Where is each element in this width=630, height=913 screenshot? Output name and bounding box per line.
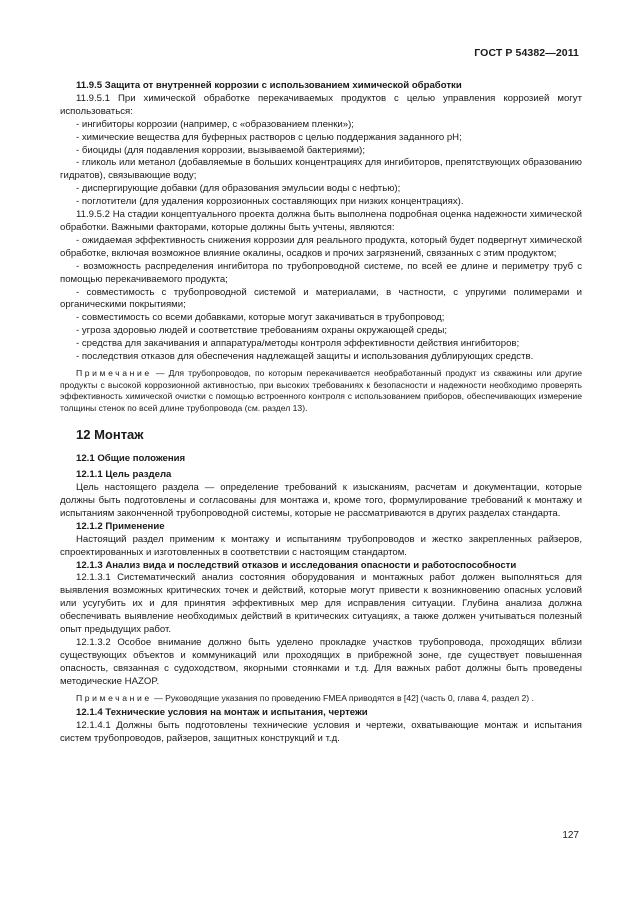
section-12-heading: 12 Монтаж [76,427,144,443]
list-item: - химические вещества для буферных растворов с целью поддержания заданного pH; [76,131,462,143]
paragraph-12-1-3-1: 12.1.3.1 Систематический анализ состояния оборудования и монтажных работ должен выполняться для выявления возможных критических точек и действий, которые могут привести к возникновению опасных условий или усугубить их и для принятия эффективных мер для исправления ситуации. Глубина анализа должна обеспечивать выявление необходимых действий в критических ситуациях, а также должен учитываться полезный опыт предыдущих работ. [60,572,582,636]
list-item: - поглотители (для удаления коррозионных составляющих при низких концентрациях). [76,196,464,208]
list-item: - биоциды (для подавления коррозии, вызываемой бактериями); [76,144,366,156]
list-item: - ожидаемая эффективность снижения коррозии для реального продукта, который будет подвергнут химической обработке, включая возможное влияние окалины, осадков и прочих загрязнений, связанных с этим продуктом; [60,234,582,259]
list-item: - угроза здоровью людей и соответствие требованиям охраны окружающей среды; [76,325,448,337]
note-text: — Для трубопроводов, по которым перекачивается необработанный продукт из скважины или другие продукты с высокой коррозионной активностью, при высоких требованиях к безопасности и надежности необходимо проверять эффективность химической очистки с помощью встроенного контроля с использованием приборов, обеспечивающих измерение толщины стенок по всей длине трубопровода (см. раздел 13). [60,367,582,413]
section-12-1-3-heading: 12.1.3 Анализ вида и последствий отказов и исследования опасности и работоспособности [76,559,517,571]
list-item: - средства для закачивания и аппаратура/методы контроля эффективности действия ингибиторов; [76,338,520,350]
section-12-1-heading: 12.1 Общие положения [76,453,186,465]
paragraph-12-1-2: Настоящий раздел применим к монтажу и испытаниям трубопроводов и жестко закрепленных райзеров, спроектированных и изготовленных в соответствии с настоящим стандартом. [60,533,582,558]
list-item: - последствия отказов для обеспечения надлежащей защиты и использования дублирующих средств. [76,351,534,363]
list-item: - ингибиторы коррозии (например, с «образованием пленки»); [76,118,354,130]
paragraph-11-9-5-1: 11.9.5.1 При химической обработке перекачиваемых продуктов с целью управления коррозией могут использоваться: [60,92,582,117]
note-label: Примечание [76,367,152,378]
paragraph-12-1-1: Цель настоящего раздела — определение требований к изысканиям, расчетам и документации, которые должны быть подготовлены и согласованы для монтажа и, кроме того, формулирование требований к монтажу и испытаниям законченной трубопроводной системы, которые не рассматриваются в других разделах стандарта. [60,482,582,519]
note-text: — Руководящие указания по проведению FMEA приводятся в [42] (часть 0, глава 4, раздел 2) . [151,692,534,703]
page-content [60,80,582,746]
note-corrosion [60,368,582,414]
note-fmea [60,693,582,705]
paragraph-12-1-4-1: 12.1.4.1 Должны быть подготовлены технические условия и чертежи, охватывающие монтаж и испытания систем трубопроводов, райзеров, защитных конструкций и т.д. [60,720,582,745]
page-number: 127 [562,830,579,841]
list-item: - совместимость с трубопроводной системой и материалами, в частности, с упругими полимерами и органическими покрытиями; [60,286,582,311]
section-12-1-2-heading: 12.1.2 Применение [76,520,165,532]
list-item: - совместимость со всеми добавками, которые могут закачиваться в трубопровод; [76,312,445,324]
list-item: - гликоль или метанол (добавляемые в больших концентрациях для ингибиторов, препятствующих образованию гидратов), связывающие воду; [60,157,582,182]
standard-code: ГОСТ Р 54382—2011 [474,47,579,59]
section-12-1-1-heading: 12.1.1 Цель раздела [76,469,172,481]
list-item: - диспергирующие добавки (для образования эмульсии воды с нефтью); [76,183,401,195]
section-11-9-5-heading: 11.9.5 Защита от внутренней коррозии с использованием химической обработки [76,80,462,91]
paragraph-11-9-5-2: 11.9.5.2 На стадии концептуального проекта должна быть выполнена подробная оценка надежности химической обработки. Важными факторами, которые должны быть учтены, являются: [60,209,582,233]
section-12-1-4-heading: 12.1.4 Технические условия на монтаж и испытания, чертежи [76,707,368,719]
note-label: Примечание [76,692,152,703]
paragraph-12-1-3-2: 12.1.3.2 Особое внимание должно быть уделено прокладке участков трубопровода, проходящих вблизи существующих объектов и коммуникаций или проходящих в прибрежной зоне, где существует повышенная опасность, связанная с судоходством, якорными стоянками и т.д. Для важных работ должны быть проведены методические HAZOP. [60,637,582,687]
list-item: - возможность распределения ингибитора по трубопроводной системе, по всей ее длине и периметру труб с помощью перекачиваемого продукта; [60,260,582,285]
